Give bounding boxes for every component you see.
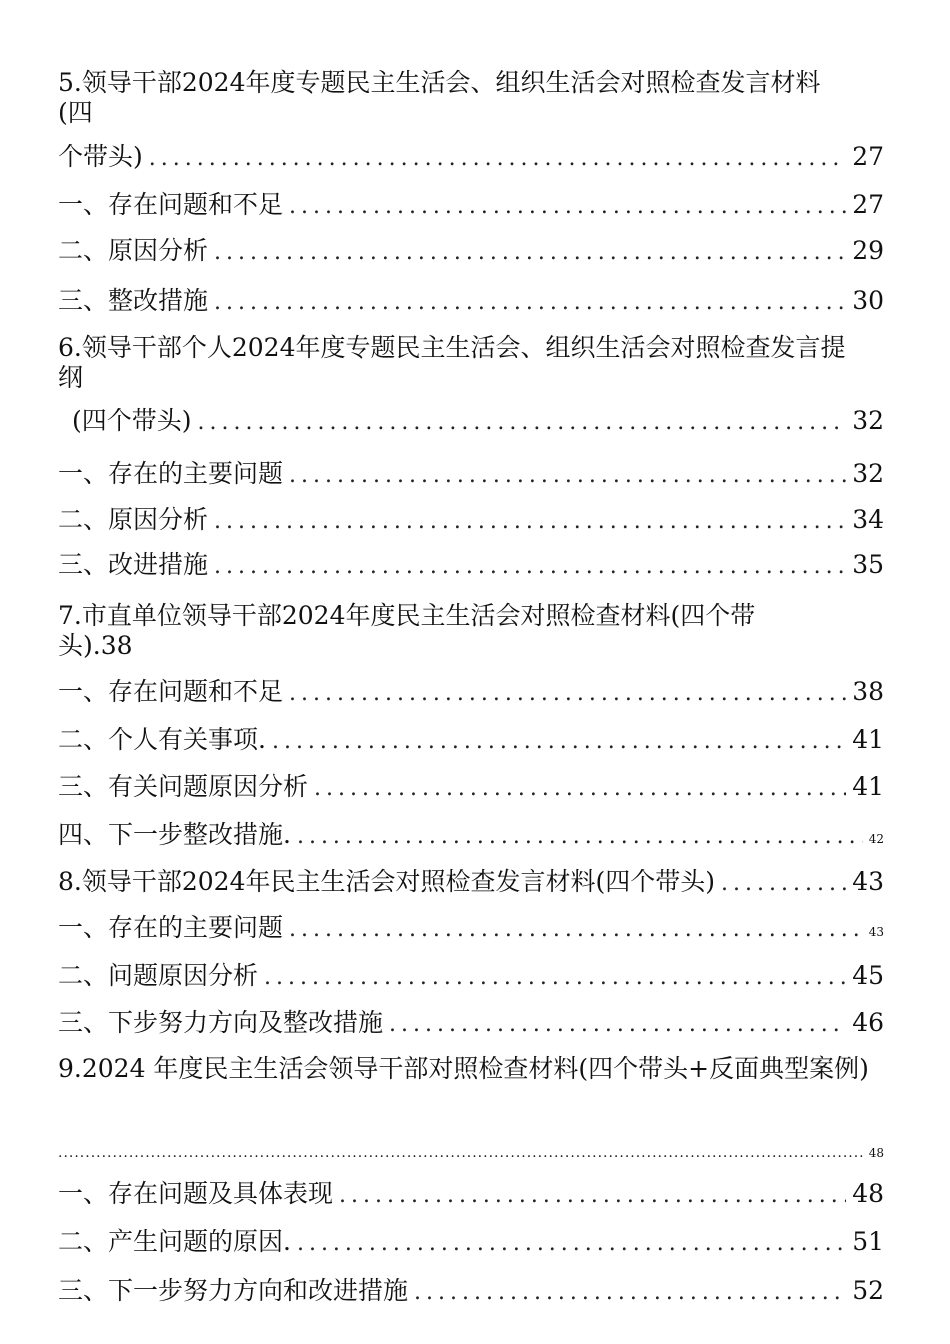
toc-entry-6-title-line3: (四个带头) [72, 406, 192, 435]
toc-entry-6[interactable] [72, 406, 884, 438]
toc-sub-label: 一、存在的主要问题 [58, 913, 284, 942]
dot-leader [721, 869, 846, 899]
dot-leader [289, 192, 846, 222]
dot-leader [149, 144, 846, 174]
toc-sub-label: 三、整改措施 [58, 286, 209, 315]
toc-sub-page: 32 [852, 459, 884, 488]
toc-entry-8-sub-1[interactable] [58, 913, 884, 947]
toc-sub-page: 34 [852, 505, 884, 534]
dot-leader [214, 507, 846, 537]
toc-sub-page: 46 [852, 1008, 884, 1037]
dot-leader [289, 461, 846, 491]
toc-entry-6-title-line2: 纲 [58, 363, 84, 392]
dot-leader [339, 1181, 846, 1211]
toc-entry-7-title-line1[interactable]: 7.市直单位领导干部2024年度民主生活会对照检查材料(四个带 [58, 601, 756, 630]
toc-sub-page: 41 [852, 772, 884, 801]
dot-leader [289, 679, 846, 709]
toc-entry-6-sub-3[interactable] [58, 550, 884, 582]
toc-sub-page: 45 [852, 961, 884, 990]
toc-sub-page: 41 [852, 725, 884, 754]
dot-leader [389, 1010, 846, 1040]
toc-sub-page: 51 [852, 1227, 884, 1256]
toc-sub-page: 52 [852, 1276, 884, 1305]
toc-sub-label: 一、存在问题和不足 [58, 190, 284, 219]
toc-entry-9-page: 48 [868, 1146, 884, 1160]
dot-leader [214, 288, 846, 318]
toc-sub-label: 一、存在问题和不足 [58, 677, 284, 706]
toc-entry-5-sub-2[interactable] [58, 236, 884, 268]
toc-entry-8-title: 8.领导干部2024年民主生活会对照检查发言材料(四个带头) [58, 867, 715, 896]
dot-leader [214, 238, 846, 268]
toc-sub-page: 43 [868, 925, 884, 939]
toc-entry-8-sub-2[interactable] [58, 961, 884, 993]
toc-entry-9-title[interactable]: 9.2024 年度民主生活会领导干部对照检查材料(四个带头+反面典型案例) [58, 1054, 869, 1083]
dot-leader [198, 408, 847, 438]
dot-leader [297, 1229, 846, 1259]
toc-sub-label: 一、存在的主要问题 [58, 459, 284, 488]
toc-entry-7-sub-2[interactable] [58, 725, 884, 757]
dot-leader [214, 552, 846, 582]
toc-sub-label: 一、存在问题及具体表现 [58, 1179, 334, 1208]
toc-sub-page: 30 [852, 286, 884, 315]
toc-entry-7-title-line2[interactable]: 头).38 [58, 631, 133, 660]
toc-sub-page: 35 [852, 550, 884, 579]
toc-entry-5-page: 27 [852, 142, 884, 171]
toc-entry-8-sub-3[interactable] [58, 1008, 884, 1040]
dot-leader [289, 915, 863, 945]
toc-sub-label: 四、下一步整改措施. [58, 820, 291, 849]
toc-sub-label: 二、个人有关事项. [58, 725, 266, 754]
dot-leader [297, 822, 863, 852]
toc-entry-5-sub-3[interactable] [58, 286, 884, 318]
toc-sub-page: 38 [852, 677, 884, 706]
toc-sub-label: 三、下一步努力方向和改进措施 [58, 1276, 409, 1305]
toc-sub-label: 二、原因分析 [58, 505, 209, 534]
toc-sub-label: 三、下步努力方向及整改措施 [58, 1008, 384, 1037]
toc-entry-5-title-line3: 个带头) [58, 142, 143, 171]
toc-entry-7-sub-4[interactable] [58, 820, 884, 854]
toc-entry-6-page: 32 [852, 406, 884, 435]
dot-leader [314, 774, 846, 804]
toc-sub-page: 48 [852, 1179, 884, 1208]
toc-entry-8[interactable] [58, 867, 884, 899]
toc-sub-label: 二、产生问题的原因. [58, 1227, 291, 1256]
toc-sub-page: 27 [852, 190, 884, 219]
toc-entry-5-title-line1: 5.领导干部2024年度专题民主生活会、组织生活会对照检查发言材料 [58, 68, 821, 97]
toc-entry-8-page: 43 [852, 867, 884, 896]
toc-entry-9-sub-3[interactable] [58, 1276, 884, 1308]
toc-entry-9-sub-2[interactable] [58, 1227, 884, 1259]
toc-sub-label: 二、原因分析 [58, 236, 209, 265]
dot-leader [414, 1278, 846, 1308]
toc-entry-6-sub-1[interactable] [58, 459, 884, 491]
toc-entry-7-sub-3[interactable] [58, 772, 884, 804]
toc-sub-label: 三、改进措施 [58, 550, 209, 579]
toc-entry-7-sub-1[interactable] [58, 677, 884, 709]
dot-leader [58, 1138, 863, 1168]
toc-entry-9-sub-1[interactable] [58, 1179, 884, 1211]
toc-sub-page: 29 [852, 236, 884, 265]
toc-entry-6-title-line1: 6.领导干部个人2024年度专题民主生活会、组织生活会对照检查发言提 [58, 333, 846, 362]
toc-entry-9-leader[interactable] [58, 1138, 884, 1168]
toc-sub-label: 三、有关问题原因分析 [58, 772, 309, 801]
toc-sub-label: 二、问题原因分析 [58, 961, 259, 990]
toc-entry-5-sub-1[interactable] [58, 190, 884, 222]
dot-leader [264, 963, 846, 993]
toc-sub-page: 42 [868, 832, 884, 846]
toc-entry-5-title-line2: (四 [58, 98, 93, 127]
dot-leader [272, 727, 846, 757]
toc-entry-6-sub-2[interactable] [58, 505, 884, 537]
toc-entry-5[interactable] [58, 142, 884, 174]
